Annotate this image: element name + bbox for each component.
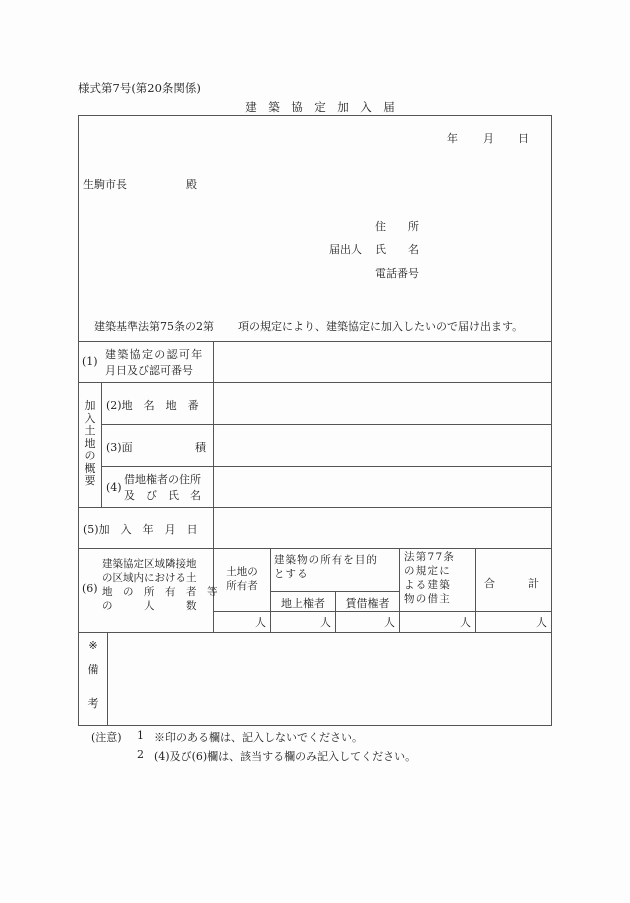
note-2-text: (4)及び(6)欄は、該当する欄のみ記入してください。 bbox=[154, 750, 417, 763]
note-2-number: 2 bbox=[137, 748, 144, 761]
form-number: 様式第7号(第20条関係) bbox=[78, 81, 201, 95]
col-superficies: 地上権者 bbox=[281, 597, 325, 610]
col-total: 合 計 bbox=[484, 577, 539, 590]
remarks-label-1: 備 bbox=[87, 663, 99, 676]
row1-number: (1) bbox=[82, 355, 98, 368]
row5-label: (5)加 入 年 月 日 bbox=[83, 523, 198, 536]
row4-label-line1: 借地権者の住所 bbox=[124, 473, 201, 486]
date-day-label: 日 bbox=[518, 132, 529, 145]
join-date-field[interactable] bbox=[214, 508, 550, 547]
land-summary-group-label: 加 入 土 地 の 概 要 bbox=[84, 399, 96, 487]
count-land-owner[interactable]: 人 bbox=[255, 616, 266, 629]
count-superficies[interactable]: 人 bbox=[320, 616, 331, 629]
note-1-text: ※印のある欄は、記入しないでください。 bbox=[154, 731, 363, 744]
notes-prefix: (注意) bbox=[91, 731, 122, 744]
page-title: 建 築 協 定 加 入 届 bbox=[245, 100, 395, 114]
remarks-mark: ※ bbox=[88, 639, 98, 652]
statement-part1: 建築基準法第75条の2第 bbox=[94, 320, 214, 333]
honorific: 殿 bbox=[186, 178, 197, 191]
col-building-purpose: 建築物の所有を目的 とする bbox=[274, 554, 378, 580]
col-art77: 法第77条 の規定に よる建築 物の借主 bbox=[404, 551, 456, 605]
lot-number-field[interactable] bbox=[214, 383, 550, 423]
date-year-label: 年 bbox=[447, 132, 458, 145]
row1-label-line2: 月日及び認可番号 bbox=[105, 364, 193, 377]
row6-label: 建築協定区域隣接地 の区域内における土 地 の 所 有 者 等 の 人 数 bbox=[102, 558, 218, 612]
row4-number: (4) bbox=[106, 481, 122, 494]
approval-info-field[interactable] bbox=[214, 342, 550, 381]
row4-label-line2: 及 び 氏 名 bbox=[124, 489, 201, 502]
name-label: 氏 名 bbox=[375, 243, 419, 256]
col-land-owner: 土地の 所有者 bbox=[226, 566, 258, 592]
date-month-label: 月 bbox=[483, 132, 494, 145]
note-1-number: 1 bbox=[137, 729, 144, 742]
row2-label: (2)地 名 地 番 bbox=[106, 399, 199, 412]
count-art77[interactable]: 人 bbox=[460, 616, 471, 629]
count-lessee[interactable]: 人 bbox=[384, 616, 395, 629]
remarks-field[interactable] bbox=[108, 633, 550, 724]
row1-label-line1: 建築協定の認可年 bbox=[105, 348, 204, 361]
addressee: 生駒市長 bbox=[83, 178, 127, 191]
statement-part2: 項の規定により、建築協定に加入したいので届け出ます。 bbox=[238, 320, 524, 333]
count-total[interactable]: 人 bbox=[536, 616, 547, 629]
phone-label: 電話番号 bbox=[375, 267, 419, 280]
row3-label: (3)面 bbox=[106, 441, 133, 454]
address-label: 住 所 bbox=[375, 220, 419, 233]
col-lessee: 賃借権者 bbox=[345, 597, 390, 610]
leaseholder-field[interactable] bbox=[214, 467, 550, 506]
remarks-label-2: 考 bbox=[87, 697, 99, 710]
area-field[interactable] bbox=[214, 425, 550, 465]
applicant-label: 届出人 bbox=[329, 243, 362, 256]
row6-number: (6) bbox=[82, 582, 98, 595]
row3-label-end: 積 bbox=[195, 441, 206, 454]
